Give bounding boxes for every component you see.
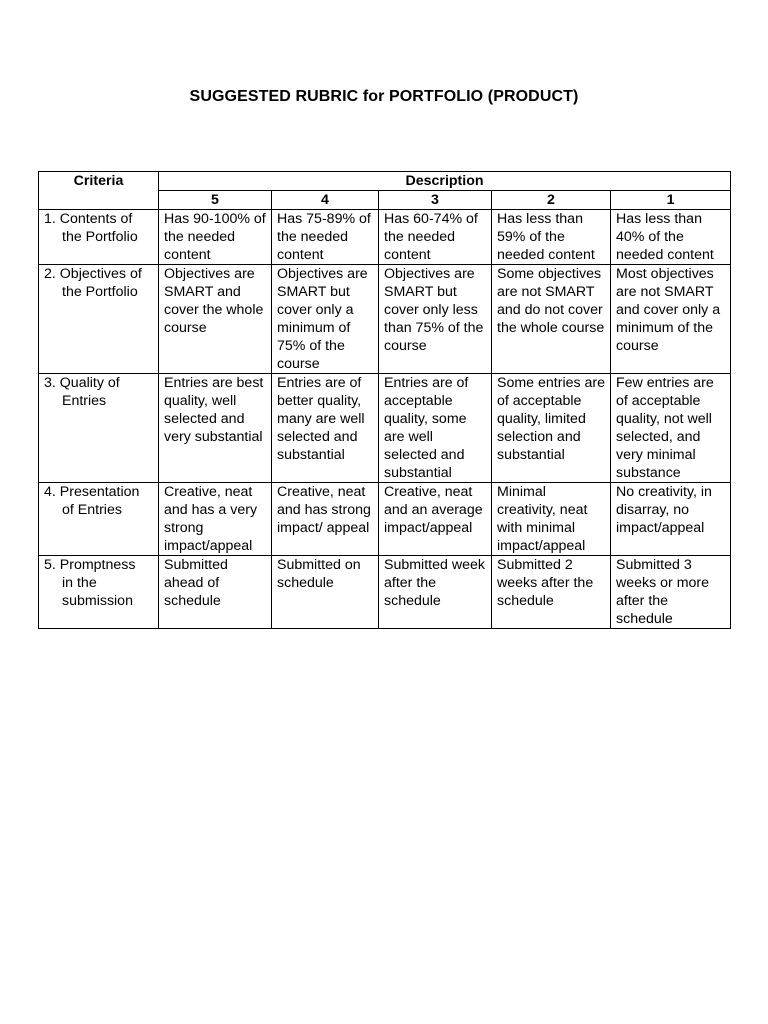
criterion-label: 4. Presentation xyxy=(44,484,140,500)
description-cell: Has 90-100% of the needed content xyxy=(159,210,272,265)
criterion-label: 1. Contents of xyxy=(44,211,133,227)
description-cell: Submitted on schedule xyxy=(272,556,379,629)
description-cell: Has less than 59% of the needed content xyxy=(492,210,611,265)
criterion-cell xyxy=(39,483,159,556)
criteria-header: Criteria xyxy=(39,172,159,210)
description-cell: Creative, neat and has strong impact/ appeal xyxy=(272,483,379,556)
description-cell: Objectives are SMART but cover only a minimum of 75% of the course xyxy=(272,265,379,374)
description-cell: Has 60-74% of the needed content xyxy=(379,210,492,265)
criterion-label: 2. Objectives of xyxy=(44,266,142,282)
description-cell: Most objectives are not SMART and cover only a minimum of the course xyxy=(611,265,731,374)
description-cell: Creative, neat and an average impact/appeal xyxy=(379,483,492,556)
description-cell: Some entries are of acceptable quality, limited selection and substantial xyxy=(492,374,611,483)
description-cell: Has less than 40% of the needed content xyxy=(611,210,731,265)
description-cell: Some objectives are not SMART and do not cover the whole course xyxy=(492,265,611,374)
criterion-label: 3. Quality of xyxy=(44,375,120,391)
header-row xyxy=(39,172,731,191)
table-row xyxy=(39,265,731,374)
description-cell: Submitted 2 weeks after the schedule xyxy=(492,556,611,629)
description-cell: Minimal creativity, neat with minimal impact/appeal xyxy=(492,483,611,556)
table-row xyxy=(39,210,731,265)
description-cell: Creative, neat and has a very strong impact/appeal xyxy=(159,483,272,556)
description-cell: Submitted 3 weeks or more after the schedule xyxy=(611,556,731,629)
criterion-label-cont: of Entries xyxy=(62,502,122,518)
score-header-3: 3 xyxy=(379,191,492,210)
criterion-cell xyxy=(39,556,159,629)
criterion-label: 5. Promptness xyxy=(44,557,136,573)
description-cell: Has 75-89% of the needed content xyxy=(272,210,379,265)
score-header-2: 2 xyxy=(492,191,611,210)
criterion-label-cont: Entries xyxy=(62,393,107,409)
description-cell: Objectives are SMART but cover only less than 75% of the course xyxy=(379,265,492,374)
description-cell: Entries are of acceptable quality, some are well selected and substantial xyxy=(379,374,492,483)
table-row xyxy=(39,556,731,629)
criterion-cell xyxy=(39,374,159,483)
score-header-1: 1 xyxy=(611,191,731,210)
score-header-4: 4 xyxy=(272,191,379,210)
description-header: Description xyxy=(159,172,731,191)
description-cell: Few entries are of acceptable quality, not well selected, and very minimal substance xyxy=(611,374,731,483)
description-cell: No creativity, in disarray, no impact/appeal xyxy=(611,483,731,556)
description-cell: Entries are best quality, well selected and very substantial xyxy=(159,374,272,483)
score-header-5: 5 xyxy=(159,191,272,210)
description-cell: Objectives are SMART and cover the whole course xyxy=(159,265,272,374)
description-cell: Entries are of better quality, many are well selected and substantial xyxy=(272,374,379,483)
criterion-cell xyxy=(39,210,159,265)
description-cell: Submitted ahead of schedule xyxy=(159,556,272,629)
criterion-label-cont: in the submission xyxy=(62,575,133,609)
description-cell: Submitted week after the schedule xyxy=(379,556,492,629)
table-row xyxy=(39,483,731,556)
criterion-label-cont: the Portfolio xyxy=(62,284,138,300)
table-row xyxy=(39,374,731,483)
criterion-label-cont: the Portfolio xyxy=(62,229,138,245)
criterion-cell xyxy=(39,265,159,374)
page-title: SUGGESTED RUBRIC for PORTFOLIO (PRODUCT) xyxy=(189,88,579,105)
rubric-table xyxy=(38,171,731,629)
